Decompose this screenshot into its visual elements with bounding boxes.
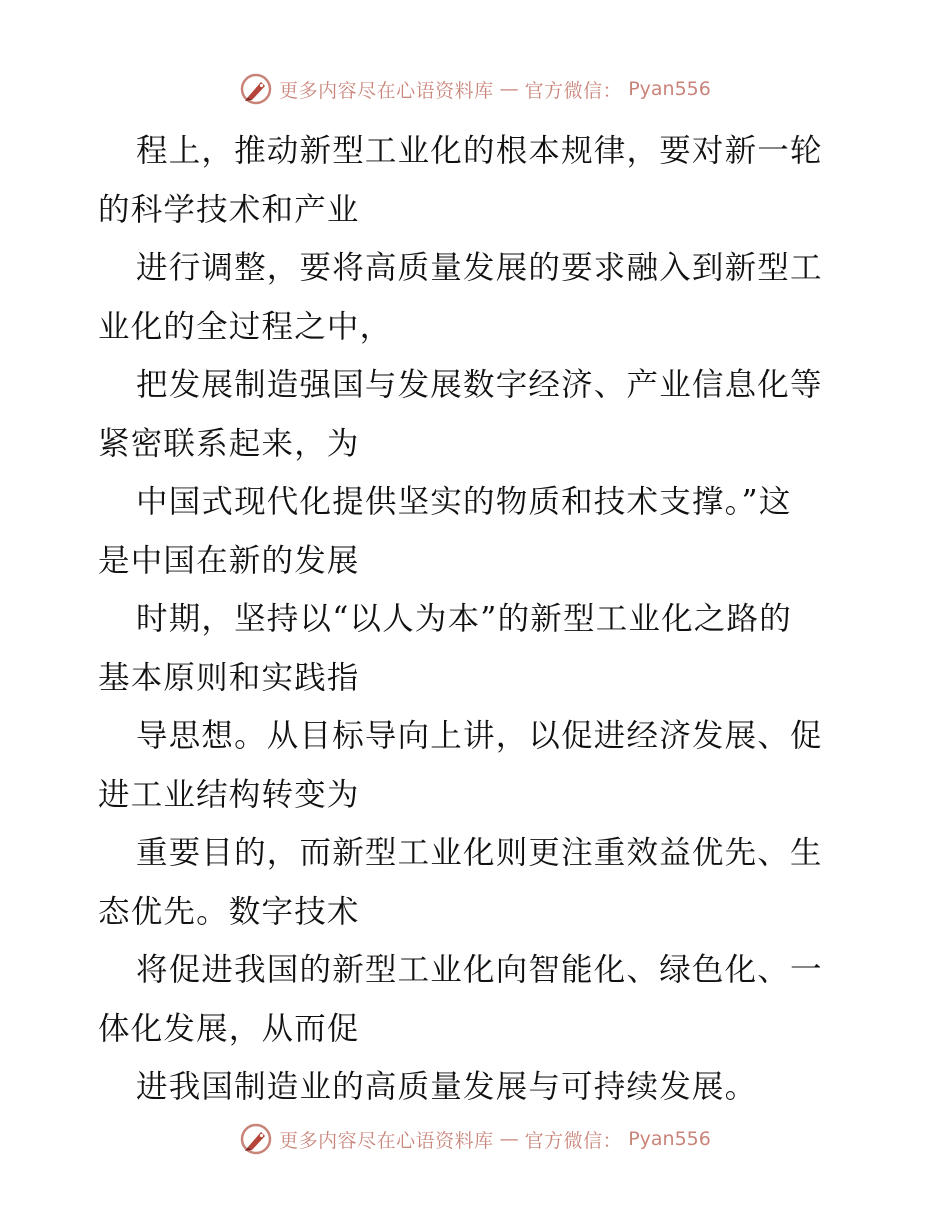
paragraph-line: 紧密联系起来，为 [98,425,360,462]
paragraph [98,707,858,824]
paragraph-line: 将促进我国的新型工业化向智能化、绿色化、一 [136,952,823,988]
watermark-separator: — [499,78,519,100]
watermark-label: 官方微信： [524,1129,623,1152]
paragraph-line: 中国式现代化提供坚实的物质和技术支撑。”这 [136,484,792,520]
watermark-separator: — [499,1128,519,1150]
document-body [98,122,858,1117]
watermark-text: 更多内容尽在心语资料库 [279,79,494,102]
paragraph [98,356,858,473]
watermark-label: 官方微信： [524,79,623,102]
paragraph [98,824,858,941]
watermark-text: 更多内容尽在心语资料库 [279,1129,494,1152]
paragraph [98,590,858,707]
paragraph-line: 态优先。数字技术 [98,893,360,930]
header-watermark [0,72,950,106]
pen-nib-logo-icon [239,1122,273,1156]
paragraph-line: 业化的全过程之中， [98,308,393,345]
paragraph-line: 是中国在新的发展 [98,542,360,579]
paragraph-line: 进我国制造业的高质量发展与可持续发展。 [136,1069,758,1105]
pen-nib-logo-icon [239,72,273,106]
paragraph-line: 进行调整，要将高质量发展的要求融入到新型工 [136,250,823,286]
paragraph [98,239,858,356]
paragraph-line: 进工业结构转变为 [98,776,360,813]
paragraph [98,473,858,590]
paragraph-line: 基本原则和实践指 [98,659,360,696]
paragraph-line: 时期，坚持以“以人为本”的新型工业化之路的 [136,601,792,637]
paragraph-line: 导思想。从目标导向上讲，以促进经济发展、促 [136,718,823,754]
paragraph [98,1058,858,1117]
paragraph-line: 体化发展，从而促 [98,1010,360,1047]
watermark-id: Pyan556 [628,78,711,100]
footer-watermark [0,1122,950,1156]
paragraph-line: 把发展制造强国与发展数字经济、产业信息化等 [136,367,823,403]
paragraph-line: 重要目的，而新型工业化则更注重效益优先、生 [136,835,823,871]
paragraph [98,941,858,1058]
paragraph [98,122,858,239]
paragraph-line: 的科学技术和产业 [98,191,360,228]
watermark-id: Pyan556 [628,1128,711,1150]
paragraph-line: 程上，推动新型工业化的根本规律，要对新一轮 [136,133,823,169]
